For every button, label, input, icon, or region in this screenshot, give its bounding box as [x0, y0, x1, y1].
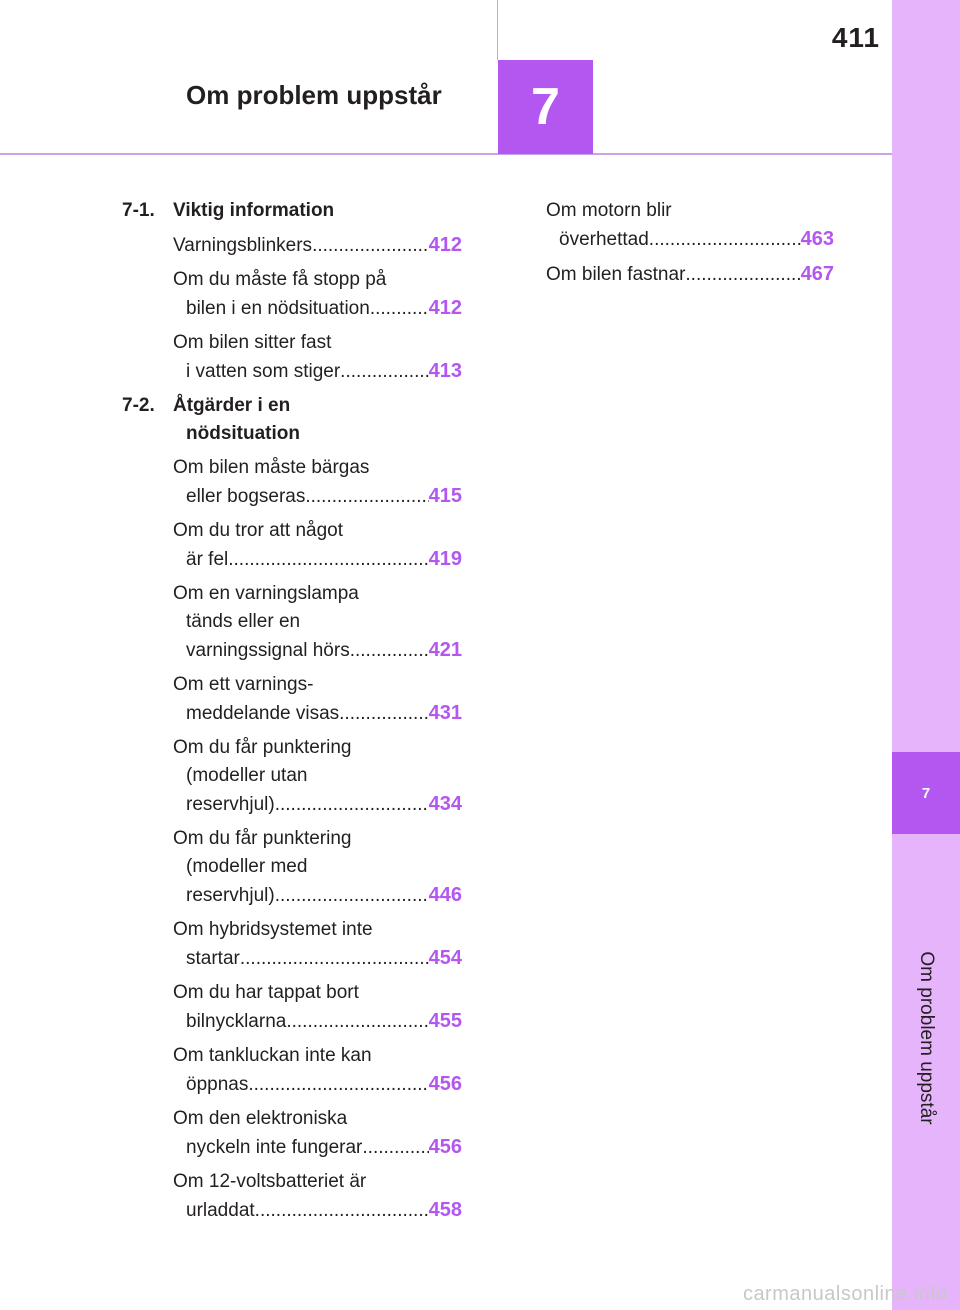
toc-entry-line: urladdat — [186, 1200, 255, 1221]
dot-leader — [248, 1071, 428, 1099]
toc-entry-line: Om du har tappat bort — [173, 982, 359, 1003]
toc-entry-last-line — [173, 790, 462, 819]
toc-entry-last-line — [173, 881, 462, 910]
dot-leader — [255, 1197, 429, 1225]
chapter-title: Om problem uppstår — [186, 80, 442, 110]
page-reference-link[interactable]: 421 — [428, 639, 462, 661]
toc-entry-line: Om 12-voltsbatteriet är — [173, 1171, 367, 1192]
toc-entry-line: bilen i en nödsituation — [186, 298, 370, 319]
toc-entry[interactable] — [173, 329, 462, 386]
section-title — [173, 197, 334, 225]
toc-entry[interactable] — [173, 979, 462, 1036]
toc-entry[interactable] — [173, 517, 462, 574]
page-reference-link[interactable]: 415 — [428, 485, 462, 507]
toc-entry[interactable] — [173, 580, 462, 665]
toc-entry-line: nyckeln inte fungerar — [186, 1137, 363, 1158]
toc-entry-line: (modeller med — [186, 856, 308, 877]
header-rule — [0, 153, 892, 155]
toc-entry-line: Om hybridsystemet inte — [173, 919, 373, 940]
side-tab-label: Om problem uppstår — [916, 951, 937, 1125]
section-number: 7-2. — [122, 395, 155, 416]
dot-leader — [312, 232, 429, 260]
toc-entry-line: Om du måste få stopp på — [173, 269, 387, 290]
dot-leader — [339, 700, 428, 728]
page-reference-link[interactable]: 434 — [428, 793, 462, 815]
page-reference-link[interactable]: 412 — [428, 234, 462, 256]
dot-leader — [275, 791, 429, 819]
toc-entry-line: Om tankluckan inte kan — [173, 1045, 372, 1066]
toc-entry-last-line — [173, 1007, 462, 1036]
toc-entry-last-line — [546, 260, 834, 289]
toc-entry[interactable] — [173, 825, 462, 910]
dot-leader — [370, 295, 429, 323]
toc-entry[interactable] — [173, 1105, 462, 1162]
toc-entry[interactable] — [546, 197, 834, 254]
toc-right-column — [546, 197, 834, 295]
toc-entry[interactable] — [546, 260, 834, 289]
dot-leader — [240, 945, 429, 973]
toc-entry-line: i vatten som stiger — [186, 361, 341, 382]
toc-entry-line: Om bilen måste bärgas — [173, 457, 370, 478]
watermark: carmanualsonline.info — [742, 1283, 948, 1305]
page-reference-link[interactable]: 456 — [428, 1073, 462, 1095]
toc-entry[interactable] — [173, 1168, 462, 1225]
toc-entry-last-line — [173, 294, 462, 323]
dot-leader — [649, 226, 801, 254]
toc-entry[interactable] — [173, 671, 462, 728]
toc-left-column — [122, 197, 462, 1231]
dot-leader — [286, 1008, 428, 1036]
dot-leader — [305, 483, 428, 511]
toc-entry[interactable] — [173, 231, 462, 260]
toc-entry-line: eller bogseras — [186, 486, 306, 507]
toc-entry-line: Om den elektroniska — [173, 1108, 348, 1129]
page-reference-link[interactable]: 458 — [428, 1199, 462, 1221]
dot-leader — [340, 358, 428, 386]
header-divider — [497, 0, 498, 60]
dot-leader — [685, 261, 800, 289]
toc-entry-line: (modeller utan — [186, 765, 308, 786]
toc-entry-line: Om ett varnings- — [173, 674, 314, 695]
section-title-line: nödsituation — [186, 423, 300, 444]
toc-entry[interactable] — [173, 1042, 462, 1099]
toc-entry-line: reservhjul) — [186, 885, 275, 906]
page-number: 411 — [831, 22, 880, 53]
toc-entry-line: Om motorn blir — [546, 200, 672, 221]
section-heading — [122, 392, 462, 448]
toc-entry-line: Om du får punktering — [173, 828, 352, 849]
toc-entry-line: Om du får punktering — [173, 737, 352, 758]
dot-leader — [228, 546, 428, 574]
toc-entry-line: startar — [186, 948, 240, 969]
toc-entry-last-line — [173, 944, 462, 973]
toc-entry[interactable] — [173, 266, 462, 323]
toc-entry-line: tänds eller en — [186, 611, 301, 632]
dot-leader — [275, 882, 429, 910]
dot-leader — [350, 637, 429, 665]
page-reference-link[interactable]: 463 — [800, 228, 834, 250]
toc-entry-last-line — [173, 231, 462, 260]
toc-entry-line: överhettad — [559, 229, 649, 250]
section-title — [173, 392, 300, 448]
toc-entry-last-line — [173, 545, 462, 574]
toc-entry-last-line — [173, 357, 462, 386]
toc-entry-last-line — [173, 1133, 462, 1162]
toc-entry-line: Om bilen sitter fast — [173, 332, 332, 353]
page-reference-link[interactable]: 412 — [428, 297, 462, 319]
page-reference-link[interactable]: 446 — [428, 884, 462, 906]
toc-entry-line: reservhjul) — [186, 794, 275, 815]
toc-entry-last-line — [546, 225, 834, 254]
toc-entry-line: öppnas — [186, 1074, 249, 1095]
page-reference-link[interactable]: 419 — [428, 548, 462, 570]
toc-entry-line: varningssignal hörs — [186, 640, 350, 661]
page-reference-link[interactable]: 467 — [800, 263, 834, 285]
toc-entry-line: Om bilen fastnar — [546, 264, 686, 285]
toc-entry-line: meddelande visas — [186, 703, 340, 724]
page-reference-link[interactable]: 413 — [428, 360, 462, 382]
toc-entry-last-line — [173, 699, 462, 728]
toc-entry[interactable] — [173, 916, 462, 973]
page-reference-link[interactable]: 454 — [428, 947, 462, 969]
section-heading — [122, 197, 462, 225]
chapter-number-box: 7 — [498, 60, 593, 154]
toc-entry-last-line — [173, 1196, 462, 1225]
toc-entry-line: är fel — [186, 549, 229, 570]
page-reference-link[interactable]: 455 — [428, 1010, 462, 1032]
page-reference-link[interactable]: 456 — [428, 1136, 462, 1158]
toc-entry-line: Varningsblinkers — [173, 235, 313, 256]
side-tab-chapter-number: 7 — [892, 752, 960, 834]
toc-entry[interactable] — [173, 454, 462, 511]
section-number: 7-1. — [122, 200, 155, 221]
toc-entry-last-line — [173, 1070, 462, 1099]
section-title-line: Viktig information — [173, 200, 335, 221]
toc-entry-line: Om du tror att något — [173, 520, 344, 541]
toc-entry-last-line — [173, 482, 462, 511]
page-reference-link[interactable]: 431 — [428, 702, 462, 724]
dot-leader — [362, 1134, 428, 1162]
toc-entry-last-line — [173, 636, 462, 665]
section-title-line: Åtgärder i en — [173, 395, 291, 416]
toc-entry[interactable] — [173, 734, 462, 819]
toc-entry-line: bilnycklarna — [186, 1011, 287, 1032]
toc-entry-line: Om en varningslampa — [173, 583, 359, 604]
